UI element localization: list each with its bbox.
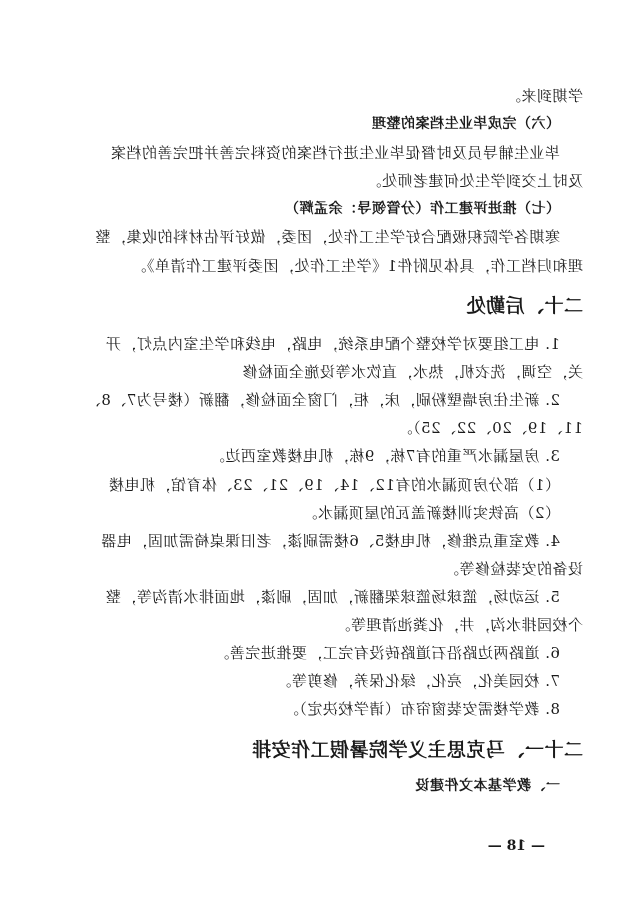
- text-line: 6. 道路两边路沿石道路砖没有完工，要推进完善。: [213, 644, 560, 662]
- text-line: 理和归档工作，具体见附件1《学生工作处，团委评建工作清单》。: [130, 257, 583, 275]
- text-line: 设备的安装检修等。: [443, 560, 583, 578]
- chapter-heading: 二十、后勤处: [465, 295, 583, 317]
- text-line: 毕业生辅导员及时督促毕业生进行档案的资料完善并把完善的档案: [110, 144, 560, 162]
- text-line: 8. 教学楼需安装窗帘布（请学校决定）。: [283, 700, 560, 718]
- text-line: 及时上交到学生处何建老师处。: [365, 172, 583, 190]
- text-line: 个校园排水沟，井，化粪池清理等。: [334, 616, 583, 634]
- text-line: 1. 电工组要对学校整个配电系统，电路，电线和学生室内点灯，开: [105, 335, 560, 353]
- text-line: 3. 房屋漏水严重的有7栋，9栋，机电楼教室西边。: [209, 447, 560, 465]
- text-line: 学期到来。: [505, 87, 583, 105]
- text-line: 2. 新生住房墙壁粉刷，床，柜，门窗全面检修，翻新（楼号为7、8、: [85, 391, 560, 409]
- text-line: 11、19、20、22、25）。: [397, 419, 583, 437]
- text-line: （2）高铁实训楼新盖瓦的屋顶漏水。: [301, 504, 560, 522]
- section-heading: （七）推进评建工作（分管领导：余孟辉）: [284, 201, 560, 217]
- text-line: 寒期各学院积极配合好学生工作处，团委，做好评估材料的收集，整: [94, 228, 560, 246]
- text-line: 5. 运动场，篮球场篮球架翻新，加固，刷漆，地面排水清沟等，整: [105, 588, 560, 606]
- text-line: （1）部分房顶漏水的有12、14、19、21、23、体育馆，机电楼: [108, 476, 560, 494]
- section-heading: （六）完成毕业生档案的整理: [371, 116, 560, 132]
- text-line: 关，空调，洗衣机，热水，直饮水等设施全面检修: [241, 363, 583, 381]
- section-heading: 一、教学基本文件建设: [415, 778, 560, 794]
- page-number: — 18 —: [487, 838, 545, 854]
- text-line: 4. 教室重点维修，机电楼5、6楼需刷漆，老旧课桌椅需加固，电器: [100, 532, 560, 550]
- chapter-heading: 二十一、马克思主义学院暑假工作安排: [251, 739, 583, 761]
- text-line: 7. 校园美化，亮化，绿化保养，修剪等。: [275, 672, 560, 690]
